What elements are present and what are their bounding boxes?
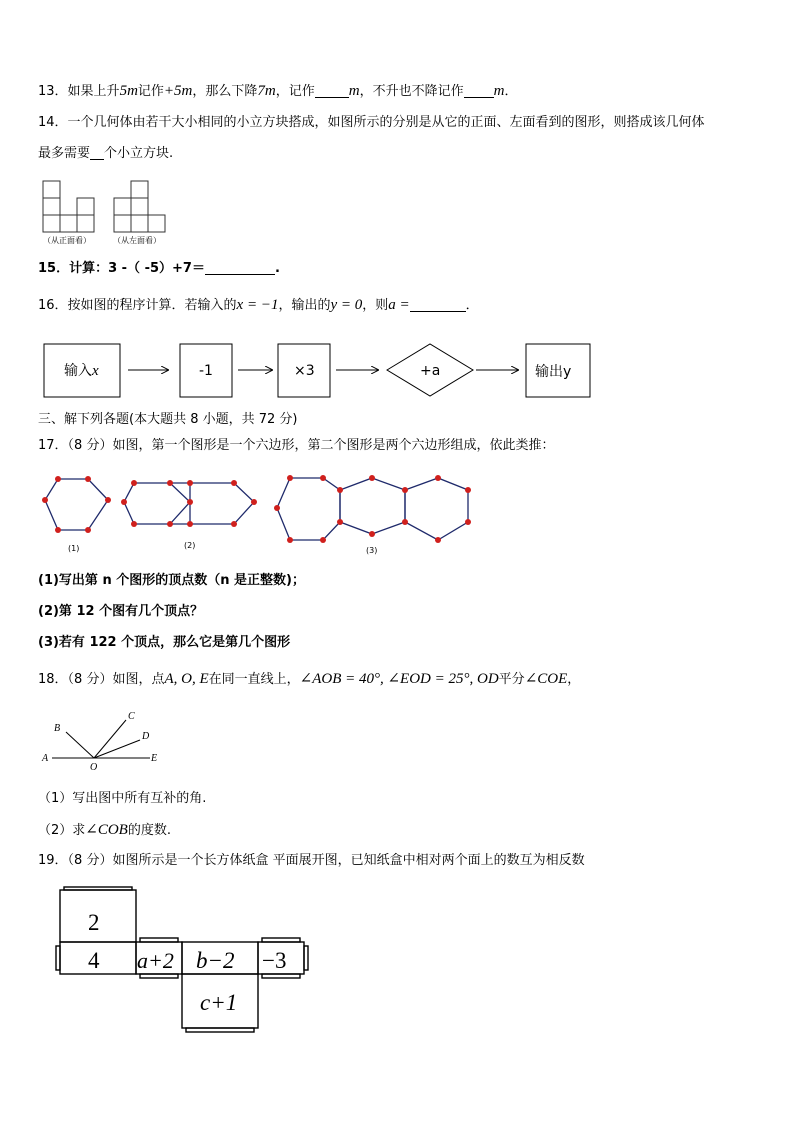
q16-value-1: x = −1 bbox=[236, 297, 279, 313]
q13-value-3: 7m bbox=[257, 83, 276, 99]
input-label: 输入x bbox=[64, 363, 99, 379]
q18-sub2-text-a: （2）求 bbox=[38, 823, 86, 838]
step-plus-a-label: +a bbox=[420, 363, 441, 379]
q13-value-1: 5m bbox=[119, 83, 138, 99]
q13-text-2: 记作 bbox=[137, 84, 164, 99]
q16-text-3: ，则 bbox=[362, 298, 389, 313]
face-2-label: 2 bbox=[88, 910, 100, 935]
question-19-heading: 19．（8 分）如图所示是一个长方体纸盒 平面展开图，已知纸盒中相对两个面上的数互为相反数 bbox=[38, 853, 585, 868]
figure-label-1: (1) bbox=[68, 544, 80, 553]
q18-text-3: 平分 bbox=[498, 672, 525, 687]
section-3-heading: 三、解下列各题(本大题共 8 小题，共 72 分) bbox=[38, 412, 298, 427]
step-minus1-label: -1 bbox=[199, 363, 213, 379]
q18-angles: ∠AOB = 40°, ∠EOD = 25°, OD bbox=[299, 671, 499, 687]
q16-end: ． bbox=[465, 298, 479, 313]
left-view bbox=[114, 181, 165, 232]
vertex-dots bbox=[42, 475, 471, 543]
question-16 bbox=[38, 296, 479, 315]
face-b-minus-2-label: b−2 bbox=[196, 948, 235, 973]
q18-angle-figure bbox=[38, 706, 168, 772]
flap bbox=[262, 974, 300, 978]
flap bbox=[64, 887, 132, 890]
q14-views-figure bbox=[38, 178, 178, 250]
left-view-caption: （从左面看） bbox=[113, 236, 161, 245]
q18-points: A, O, E bbox=[164, 671, 209, 687]
hexagon bbox=[277, 478, 340, 540]
figure-label-3: (3) bbox=[366, 546, 378, 555]
q18-sub-1: （1）写出图中所有互补的角. bbox=[38, 791, 207, 806]
question-15 bbox=[38, 260, 280, 278]
q13-text-3: ，那么下降 bbox=[192, 84, 258, 99]
q17-sub-3: (3)若有 122 个顶点，那么它是第几个图形 bbox=[38, 635, 291, 650]
flap bbox=[140, 974, 178, 978]
q16-text-1: 16．按如图的程序计算．若输入的 bbox=[38, 298, 237, 313]
q13-number: 13． bbox=[38, 84, 68, 99]
ray-ob bbox=[66, 732, 94, 758]
q19-box-net bbox=[48, 886, 318, 1036]
figure-label-2: (2) bbox=[184, 541, 196, 550]
output-label: 输出y bbox=[535, 364, 572, 380]
answer-blank[interactable] bbox=[90, 145, 104, 160]
front-view bbox=[43, 181, 94, 232]
hexagon bbox=[405, 478, 468, 540]
answer-blank[interactable] bbox=[205, 260, 275, 275]
q18-sub-2 bbox=[38, 821, 171, 840]
flap bbox=[262, 938, 300, 942]
front-view-caption: （从正面看） bbox=[43, 236, 91, 245]
point-o-label: O bbox=[90, 762, 98, 772]
question-18 bbox=[38, 670, 580, 689]
point-e-label: E bbox=[151, 753, 158, 764]
ray-od bbox=[94, 740, 140, 758]
q17-sub-2: (2)第 12 个图有几个顶点？ bbox=[38, 604, 204, 619]
flap bbox=[186, 1028, 254, 1032]
answer-blank[interactable] bbox=[410, 297, 466, 312]
q14-text-a: 最多需要 bbox=[38, 146, 91, 161]
q13-text-1: 如果上升 bbox=[67, 84, 120, 99]
q13-value-2: +5m bbox=[163, 83, 193, 99]
hexagon bbox=[190, 483, 254, 524]
face-4-label: 4 bbox=[88, 948, 100, 973]
hexagon bbox=[340, 478, 405, 534]
point-c-label: C bbox=[128, 711, 135, 722]
hexagon bbox=[124, 483, 190, 524]
ray-oc bbox=[94, 720, 126, 758]
face-a-plus-2-label: a+2 bbox=[137, 948, 174, 973]
question-17-heading: 17．（8 分）如图，第一个图形是一个六边形，第二个图形是两个六边形组成，依此类推： bbox=[38, 438, 555, 453]
q13-unit-2: m bbox=[493, 83, 505, 99]
q16-value-3: a = bbox=[388, 297, 410, 313]
q15-text: 15．计算：3 -（ -5）+7＝ bbox=[38, 261, 205, 276]
q13-text-5: ，不升也不降记作 bbox=[359, 84, 464, 99]
question-13 bbox=[38, 82, 517, 101]
answer-blank[interactable] bbox=[464, 83, 494, 98]
q18-text-2: 在同一直线上， bbox=[208, 672, 300, 687]
face-c-plus-1-label: c+1 bbox=[200, 990, 238, 1015]
hexagon bbox=[45, 479, 108, 530]
q16-value-2: y = 0 bbox=[330, 297, 363, 313]
question-14-line-2 bbox=[38, 145, 173, 163]
flap bbox=[56, 946, 60, 970]
q18-sub2-text-b: 的度数. bbox=[127, 823, 171, 838]
q17-hexagon-figure bbox=[38, 466, 478, 560]
step-times3-label: ×3 bbox=[294, 363, 315, 379]
q13-end: ． bbox=[504, 84, 518, 99]
answer-blank[interactable] bbox=[315, 83, 349, 98]
question-14-line-1: 14．一个几何体由若干大小相同的小立方块搭成，如图所示的分别是从它的正面、左面看到的图形，则搭成该几何体 bbox=[38, 115, 705, 130]
q18-end: ， bbox=[567, 672, 581, 687]
q13-text-4: ，记作 bbox=[275, 84, 315, 99]
q17-sub-1: (1)写出第 n 个图形的顶点数（n 是正整数)； bbox=[38, 573, 305, 588]
q16-flowchart bbox=[38, 336, 598, 408]
q18-text-1: 18．（8 分）如图，点 bbox=[38, 672, 165, 687]
flap bbox=[304, 946, 308, 970]
q18-angle-coe: ∠COE bbox=[524, 671, 568, 687]
point-b-label: B bbox=[54, 723, 61, 734]
q14-text-b: 个小立方块. bbox=[104, 146, 174, 161]
point-a-label: A bbox=[42, 753, 49, 764]
point-d-label: D bbox=[142, 731, 150, 742]
flap bbox=[140, 938, 178, 942]
face-minus-3-label: −3 bbox=[262, 948, 287, 973]
q15-end: . bbox=[274, 261, 280, 276]
q18-angle-cob: ∠COB bbox=[85, 822, 128, 838]
q13-unit-1: m bbox=[348, 83, 360, 99]
q16-text-2: ，输出的 bbox=[278, 298, 331, 313]
